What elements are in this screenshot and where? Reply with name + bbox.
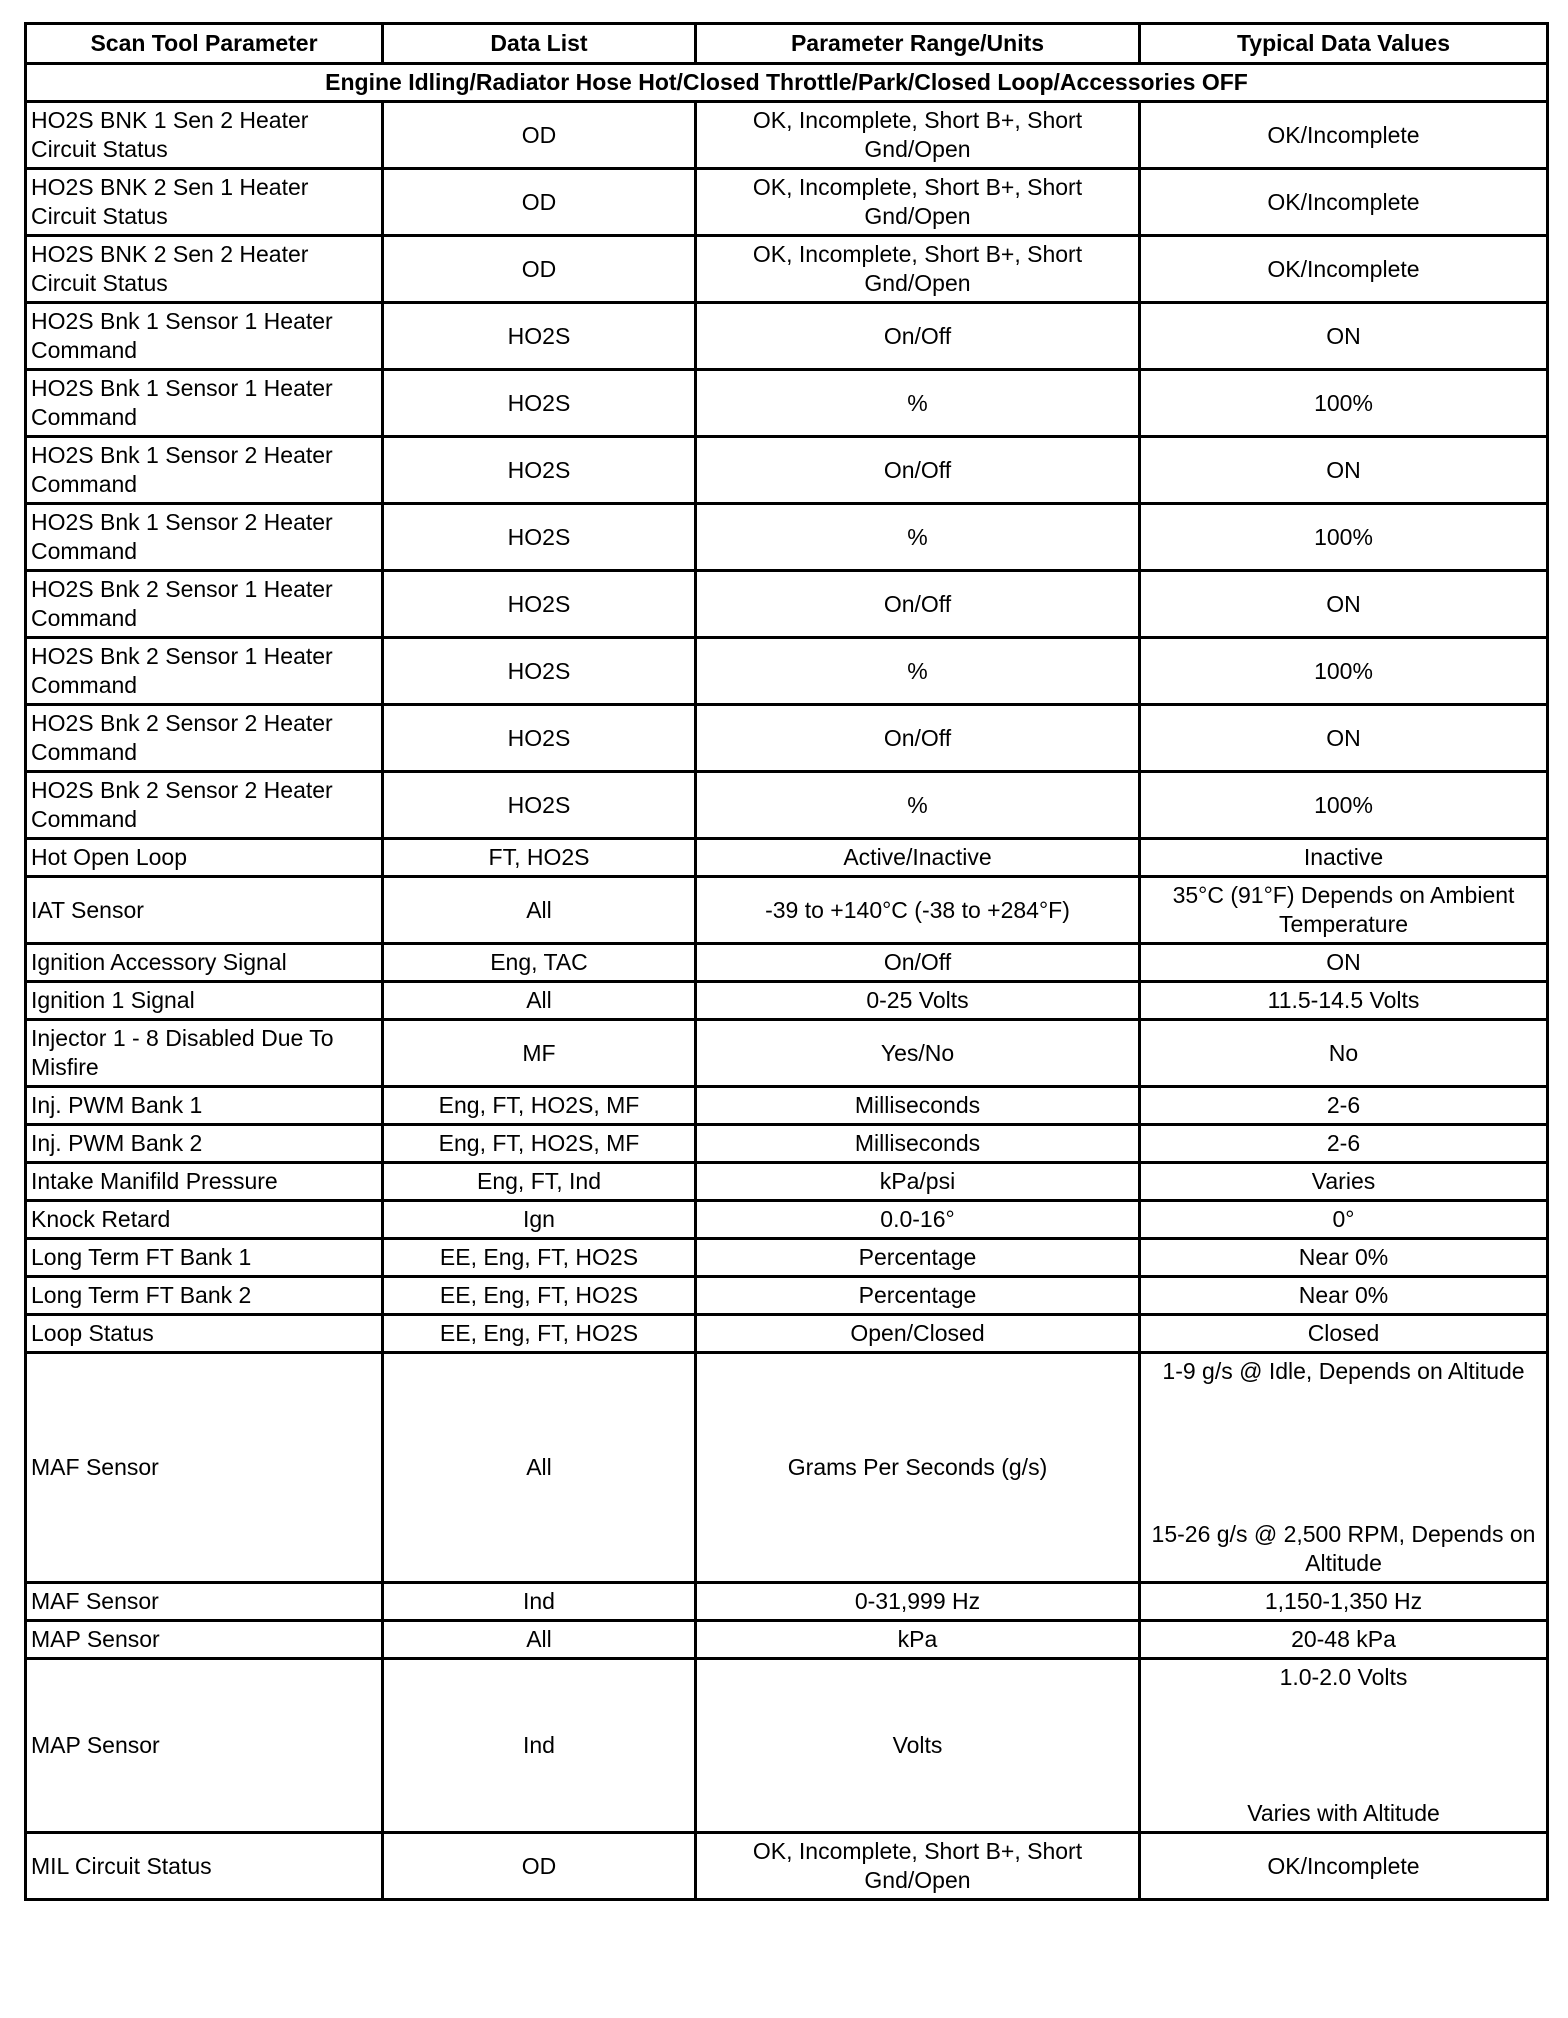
cell-typical: 2-6 bbox=[1140, 1125, 1548, 1163]
cell-range: 0-31,999 Hz bbox=[696, 1583, 1140, 1621]
cell-range: -39 to +140°C (-38 to +284°F) bbox=[696, 877, 1140, 944]
table-row bbox=[26, 1277, 1548, 1315]
cell-parameter: Knock Retard bbox=[26, 1201, 383, 1239]
section-row bbox=[26, 64, 1548, 102]
cell-parameter: HO2S BNK 2 Sen 1 Heater Circuit Status bbox=[26, 169, 383, 236]
cell-range: OK, Incomplete, Short B+, Short Gnd/Open bbox=[696, 102, 1140, 169]
typical-split bbox=[1147, 1357, 1540, 1578]
section-title: Engine Idling/Radiator Hose Hot/Closed Throttle/Park/Closed Loop/Accessories OFF bbox=[26, 64, 1548, 102]
cell-parameter: Ignition Accessory Signal bbox=[26, 944, 383, 982]
cell-typical: 35°C (91°F) Depends on Ambient Temperature bbox=[1140, 877, 1548, 944]
cell-data-list: OD bbox=[383, 1833, 696, 1900]
table-row bbox=[26, 504, 1548, 571]
cell-typical: Inactive bbox=[1140, 839, 1548, 877]
table-row bbox=[26, 102, 1548, 169]
table-row bbox=[26, 1163, 1548, 1201]
cell-typical: OK/Incomplete bbox=[1140, 1833, 1548, 1900]
table-row bbox=[26, 772, 1548, 839]
cell-data-list: All bbox=[383, 1353, 696, 1583]
cell-data-list: All bbox=[383, 1621, 696, 1659]
cell-data-list: Eng, FT, HO2S, MF bbox=[383, 1125, 696, 1163]
cell-data-list: All bbox=[383, 982, 696, 1020]
table-row bbox=[26, 303, 1548, 370]
cell-data-list: MF bbox=[383, 1020, 696, 1087]
typical-top: 1-9 g/s @ Idle, Depends on Altitude bbox=[1162, 1358, 1525, 1384]
cell-typical: ON bbox=[1140, 303, 1548, 370]
cell-range: On/Off bbox=[696, 944, 1140, 982]
table-row bbox=[26, 1315, 1548, 1353]
cell-parameter: Injector 1 - 8 Disabled Due To Misfire bbox=[26, 1020, 383, 1087]
cell-typical: ON bbox=[1140, 944, 1548, 982]
cell-parameter: Inj. PWM Bank 2 bbox=[26, 1125, 383, 1163]
typical-split bbox=[1147, 1663, 1540, 1828]
cell-parameter: MIL Circuit Status bbox=[26, 1833, 383, 1900]
table-row bbox=[26, 1201, 1548, 1239]
cell-typical bbox=[1140, 1659, 1548, 1833]
cell-data-list: EE, Eng, FT, HO2S bbox=[383, 1277, 696, 1315]
cell-typical: 100% bbox=[1140, 370, 1548, 437]
typical-top: 1.0-2.0 Volts bbox=[1279, 1664, 1408, 1690]
cell-typical: 100% bbox=[1140, 772, 1548, 839]
table-row bbox=[26, 877, 1548, 944]
cell-parameter: HO2S Bnk 2 Sensor 2 Heater Command bbox=[26, 705, 383, 772]
scan-tool-data-table bbox=[24, 22, 1549, 1901]
table-row bbox=[26, 1833, 1548, 1900]
cell-range: % bbox=[696, 772, 1140, 839]
cell-parameter: MAP Sensor bbox=[26, 1659, 383, 1833]
cell-data-list: OD bbox=[383, 236, 696, 303]
cell-parameter: MAF Sensor bbox=[26, 1583, 383, 1621]
cell-range: Percentage bbox=[696, 1239, 1140, 1277]
cell-range: On/Off bbox=[696, 571, 1140, 638]
cell-data-list: Ind bbox=[383, 1583, 696, 1621]
cell-data-list: Eng, FT, HO2S, MF bbox=[383, 1087, 696, 1125]
cell-range: On/Off bbox=[696, 303, 1140, 370]
cell-typical: Near 0% bbox=[1140, 1277, 1548, 1315]
cell-typical: ON bbox=[1140, 437, 1548, 504]
cell-parameter: HO2S Bnk 1 Sensor 1 Heater Command bbox=[26, 303, 383, 370]
cell-range: kPa bbox=[696, 1621, 1140, 1659]
cell-parameter: MAP Sensor bbox=[26, 1621, 383, 1659]
cell-data-list: HO2S bbox=[383, 571, 696, 638]
header-parameter: Scan Tool Parameter bbox=[26, 24, 383, 64]
cell-data-list: All bbox=[383, 877, 696, 944]
cell-typical: 0° bbox=[1140, 1201, 1548, 1239]
cell-range: On/Off bbox=[696, 705, 1140, 772]
table-row bbox=[26, 1583, 1548, 1621]
cell-range: Milliseconds bbox=[696, 1087, 1140, 1125]
table-row bbox=[26, 982, 1548, 1020]
cell-data-list: HO2S bbox=[383, 437, 696, 504]
cell-range: 0-25 Volts bbox=[696, 982, 1140, 1020]
cell-range: kPa/psi bbox=[696, 1163, 1140, 1201]
cell-typical: OK/Incomplete bbox=[1140, 169, 1548, 236]
cell-range: Grams Per Seconds (g/s) bbox=[696, 1353, 1140, 1583]
cell-range: 0.0-16° bbox=[696, 1201, 1140, 1239]
table-row bbox=[26, 705, 1548, 772]
cell-typical: OK/Incomplete bbox=[1140, 236, 1548, 303]
cell-data-list: OD bbox=[383, 102, 696, 169]
cell-typical: 100% bbox=[1140, 504, 1548, 571]
cell-range: % bbox=[696, 638, 1140, 705]
cell-parameter: Intake Manifild Pressure bbox=[26, 1163, 383, 1201]
cell-range: Milliseconds bbox=[696, 1125, 1140, 1163]
cell-parameter: HO2S BNK 1 Sen 2 Heater Circuit Status bbox=[26, 102, 383, 169]
cell-parameter: HO2S Bnk 1 Sensor 1 Heater Command bbox=[26, 370, 383, 437]
cell-data-list: EE, Eng, FT, HO2S bbox=[383, 1239, 696, 1277]
typical-bottom: 15-26 g/s @ 2,500 RPM, Depends on Altitude bbox=[1151, 1521, 1536, 1576]
cell-parameter: Long Term FT Bank 2 bbox=[26, 1277, 383, 1315]
cell-range: Percentage bbox=[696, 1277, 1140, 1315]
cell-typical: OK/Incomplete bbox=[1140, 102, 1548, 169]
cell-typical: Near 0% bbox=[1140, 1239, 1548, 1277]
typical-bottom: Varies with Altitude bbox=[1247, 1800, 1440, 1826]
table-row bbox=[26, 236, 1548, 303]
cell-parameter: HO2S Bnk 1 Sensor 2 Heater Command bbox=[26, 437, 383, 504]
header-data-list: Data List bbox=[383, 24, 696, 64]
cell-parameter: HO2S Bnk 1 Sensor 2 Heater Command bbox=[26, 504, 383, 571]
cell-typical: ON bbox=[1140, 705, 1548, 772]
cell-parameter: HO2S Bnk 2 Sensor 2 Heater Command bbox=[26, 772, 383, 839]
cell-parameter: HO2S BNK 2 Sen 2 Heater Circuit Status bbox=[26, 236, 383, 303]
cell-parameter: HO2S Bnk 2 Sensor 1 Heater Command bbox=[26, 571, 383, 638]
table-row bbox=[26, 1087, 1548, 1125]
cell-data-list: HO2S bbox=[383, 303, 696, 370]
cell-parameter: Hot Open Loop bbox=[26, 839, 383, 877]
cell-data-list: Eng, FT, Ind bbox=[383, 1163, 696, 1201]
cell-range: OK, Incomplete, Short B+, Short Gnd/Open bbox=[696, 1833, 1140, 1900]
cell-range: Yes/No bbox=[696, 1020, 1140, 1087]
cell-range: Active/Inactive bbox=[696, 839, 1140, 877]
table-row bbox=[26, 437, 1548, 504]
cell-range: OK, Incomplete, Short B+, Short Gnd/Open bbox=[696, 236, 1140, 303]
cell-range: % bbox=[696, 370, 1140, 437]
table-row bbox=[26, 1659, 1548, 1833]
table-row bbox=[26, 839, 1548, 877]
cell-parameter: Ignition 1 Signal bbox=[26, 982, 383, 1020]
cell-parameter: Inj. PWM Bank 1 bbox=[26, 1087, 383, 1125]
cell-range: Open/Closed bbox=[696, 1315, 1140, 1353]
table-row bbox=[26, 571, 1548, 638]
cell-typical: Closed bbox=[1140, 1315, 1548, 1353]
cell-parameter: IAT Sensor bbox=[26, 877, 383, 944]
cell-data-list: HO2S bbox=[383, 504, 696, 571]
cell-data-list: HO2S bbox=[383, 638, 696, 705]
table-row bbox=[26, 1125, 1548, 1163]
cell-data-list: HO2S bbox=[383, 772, 696, 839]
table-row bbox=[26, 944, 1548, 982]
cell-parameter: HO2S Bnk 2 Sensor 1 Heater Command bbox=[26, 638, 383, 705]
header-range: Parameter Range/Units bbox=[696, 24, 1140, 64]
cell-range: Volts bbox=[696, 1659, 1140, 1833]
table-row bbox=[26, 370, 1548, 437]
table-row bbox=[26, 1239, 1548, 1277]
cell-typical: 1,150-1,350 Hz bbox=[1140, 1583, 1548, 1621]
cell-typical: 11.5-14.5 Volts bbox=[1140, 982, 1548, 1020]
cell-data-list: Ign bbox=[383, 1201, 696, 1239]
cell-typical: Varies bbox=[1140, 1163, 1548, 1201]
cell-range: % bbox=[696, 504, 1140, 571]
cell-data-list: EE, Eng, FT, HO2S bbox=[383, 1315, 696, 1353]
cell-typical: 20-48 kPa bbox=[1140, 1621, 1548, 1659]
cell-typical: No bbox=[1140, 1020, 1548, 1087]
table-row bbox=[26, 1353, 1548, 1583]
table-row bbox=[26, 1621, 1548, 1659]
cell-parameter: MAF Sensor bbox=[26, 1353, 383, 1583]
cell-parameter: Long Term FT Bank 1 bbox=[26, 1239, 383, 1277]
cell-range: OK, Incomplete, Short B+, Short Gnd/Open bbox=[696, 169, 1140, 236]
cell-data-list: HO2S bbox=[383, 370, 696, 437]
cell-typical: 100% bbox=[1140, 638, 1548, 705]
cell-typical bbox=[1140, 1353, 1548, 1583]
cell-data-list: FT, HO2S bbox=[383, 839, 696, 877]
header-row bbox=[26, 24, 1548, 64]
cell-range: On/Off bbox=[696, 437, 1140, 504]
cell-data-list: HO2S bbox=[383, 705, 696, 772]
cell-typical: 2-6 bbox=[1140, 1087, 1548, 1125]
header-typical: Typical Data Values bbox=[1140, 24, 1548, 64]
cell-data-list: Eng, TAC bbox=[383, 944, 696, 982]
table-row bbox=[26, 169, 1548, 236]
cell-typical: ON bbox=[1140, 571, 1548, 638]
table-row bbox=[26, 1020, 1548, 1087]
cell-parameter: Loop Status bbox=[26, 1315, 383, 1353]
cell-data-list: Ind bbox=[383, 1659, 696, 1833]
cell-data-list: OD bbox=[383, 169, 696, 236]
table-row bbox=[26, 638, 1548, 705]
